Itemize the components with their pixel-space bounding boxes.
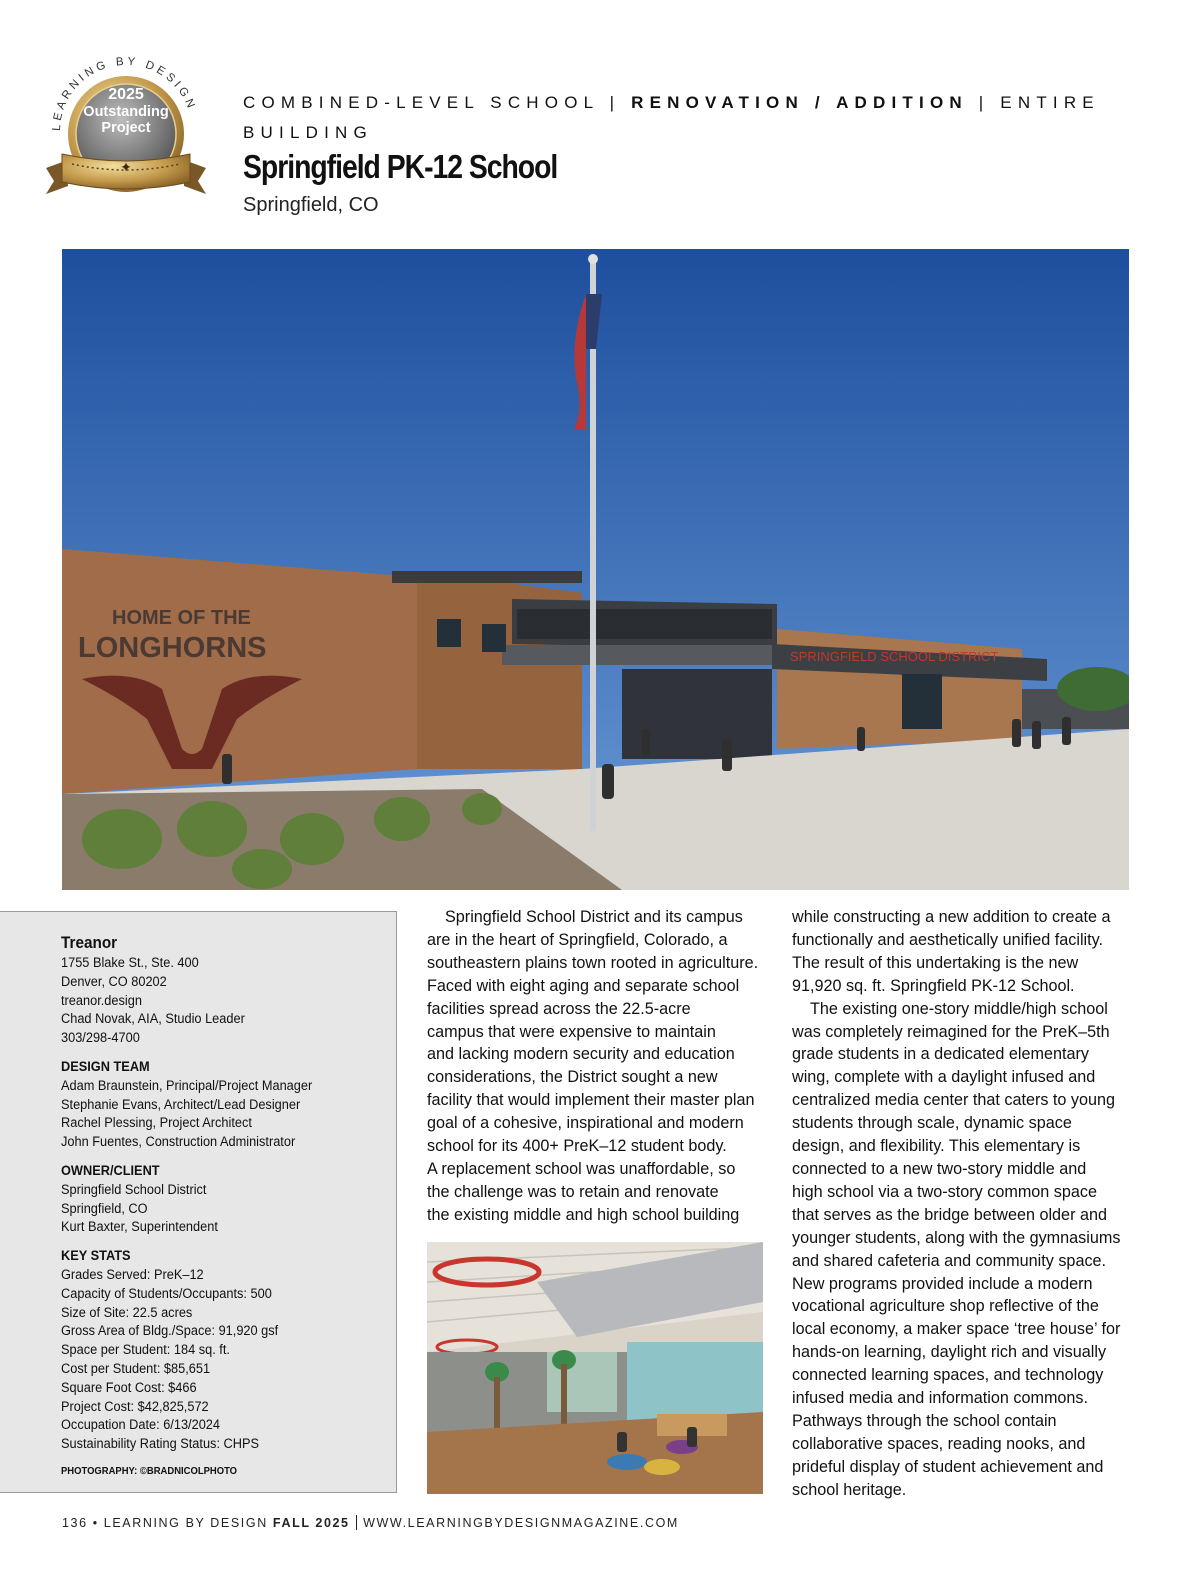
body-line: functionally and aesthetically unified facility.	[792, 930, 1104, 949]
body-line: and shared cafeteria and community space.	[792, 1251, 1107, 1270]
body-line: 91,920 sq. ft. Springfield PK-12 School.	[792, 976, 1075, 995]
body-line: school for its 400+ PreK–12 student body.	[427, 1137, 727, 1156]
design-team-heading: DESIGN TEAM	[61, 1058, 150, 1075]
body-line: grade students in a dedicated elementary	[792, 1045, 1089, 1064]
body-line: connected to a new two-story middle and	[792, 1159, 1087, 1178]
wall-sign-line1: HOME OF THE	[112, 607, 251, 629]
award-badge	[40, 36, 212, 202]
body-line: infused media and information commons.	[792, 1389, 1089, 1408]
body-line: considerations, the District sought a new	[427, 1068, 718, 1087]
body-line: connected learning spaces, and technology	[792, 1366, 1104, 1385]
stat-line: Space per Student: 184 sq. ft.	[61, 1342, 230, 1359]
page-title: Springfield PK-12 School	[243, 148, 558, 185]
body-line: The result of this undertaking is the new	[792, 953, 1079, 972]
magazine-url[interactable]: WWW.LEARNINGBYDESIGNMAGAZINE.COM	[363, 1516, 679, 1530]
hero-photo	[62, 249, 1129, 890]
body-line: design, and flexibility. This elementary is	[792, 1137, 1081, 1156]
firm-line: treanor.design	[61, 992, 142, 1009]
stats-heading: KEY STATS	[61, 1248, 131, 1265]
body-line: southeastern plains town rooted in agriculture.	[427, 953, 759, 972]
badge-arc-text: LEARNING BY DESIGN	[50, 55, 198, 132]
stat-line: Project Cost: $42,825,572	[61, 1398, 209, 1415]
page-footer	[62, 1515, 679, 1530]
stat-line: Occupation Date: 6/13/2024	[61, 1417, 221, 1434]
body-line: campus that were expensive to maintain	[427, 1022, 716, 1041]
body-line: centralized media center that caters to young	[792, 1091, 1116, 1110]
wall-sign-line2: LONGHORNS	[78, 632, 267, 664]
design-team-member: John Fuentes, Construction Administrator	[61, 1134, 296, 1151]
firm-line: Chad Novak, AIA, Studio Leader	[61, 1011, 245, 1028]
design-team-member: Stephanie Evans, Architect/Lead Designer	[61, 1096, 301, 1113]
body-line: hands-on learning, daylight rich and visually	[792, 1343, 1107, 1362]
magazine-name: LEARNING BY DESIGN	[103, 1516, 268, 1530]
location-subtitle: Springfield, CO	[243, 194, 379, 216]
body-line: the existing middle and high school building	[427, 1205, 740, 1224]
project-info-sidebar	[0, 911, 397, 1493]
footer-divider	[356, 1515, 358, 1530]
body-line: Springfield School District and its campus	[445, 908, 743, 926]
body-column-1	[427, 906, 772, 1227]
issue-label: FALL 2025	[272, 1516, 350, 1530]
body-line: school heritage.	[792, 1480, 907, 1499]
firm-name: Treanor	[61, 933, 118, 952]
owner-line: Springfield School District	[61, 1181, 207, 1198]
body-line: local economy, a maker space ‘tree house’ for	[792, 1320, 1121, 1339]
canopy-sign: SPRINGFIELD SCHOOL DISTRICT	[790, 649, 999, 664]
design-team-member: Rachel Plessing, Project Architect	[61, 1115, 252, 1132]
badge-year: 2025	[108, 86, 144, 103]
design-team-member: Adam Braunstein, Principal/Project Manager	[61, 1077, 313, 1094]
firm-line: Denver, CO 80202	[61, 973, 167, 990]
body-line: students through scale, dynamic space	[792, 1114, 1072, 1133]
stat-line: Capacity of Students/Occupants: 500	[61, 1285, 272, 1302]
footer-bullet: •	[92, 1516, 99, 1530]
owner-line: Kurt Baxter, Superintendent	[61, 1219, 218, 1236]
body-line: high school via a two-story common space	[792, 1182, 1098, 1201]
page-number: 136	[62, 1516, 88, 1530]
stat-line: Sustainability Rating Status: CHPS	[61, 1436, 260, 1453]
body-line: Faced with eight aging and separate school	[427, 976, 740, 995]
body-line: prideful display of student achievement and	[792, 1457, 1104, 1476]
owner-line: Springfield, CO	[61, 1200, 148, 1217]
stat-line: Grades Served: PreK–12	[61, 1266, 204, 1283]
body-line: that serves as the bridge between older and	[792, 1205, 1107, 1224]
body-line: younger students, along with the gymnasiums	[792, 1228, 1121, 1247]
body-line: are in the heart of Springfield, Colorado, a	[427, 930, 728, 949]
body-line: was completely reimagined for the PreK–5th	[792, 1022, 1110, 1041]
body-line: A replacement school was unaffordable, so	[427, 1159, 736, 1178]
body-line: Pathways through the school contain	[792, 1411, 1057, 1430]
body-line: New programs provided include a modern	[792, 1274, 1093, 1293]
body-line: the challenge was to retain and renovate	[427, 1182, 719, 1201]
category-label: COMBINED-LEVEL SCHOOL | RENOVATION / ADDITION | ENTIRE BUILDING	[243, 93, 1100, 142]
body-line: facility that would implement their master plan	[427, 1091, 755, 1110]
body-line: The existing one-story middle/high school	[810, 999, 1108, 1018]
stat-line: Cost per Student: $85,651	[61, 1360, 211, 1377]
badge-line1: Outstanding	[83, 104, 169, 120]
body-line: collaborative spaces, reading nooks, and	[792, 1434, 1086, 1453]
stat-line: Size of Site: 22.5 acres	[61, 1304, 193, 1321]
body-line: facilities spread across the 22.5-acre	[427, 999, 691, 1018]
badge-star-icon: ✦	[120, 160, 132, 176]
stat-line: Square Foot Cost: $466	[61, 1379, 197, 1396]
body-line: and lacking modern security and education	[427, 1045, 735, 1064]
body-column-2	[792, 906, 1137, 1502]
body-line: wing, complete with a daylight infused and	[792, 1068, 1096, 1087]
body-line: vocational agriculture shop reflective of the	[792, 1297, 1099, 1316]
photo-credit: PHOTOGRAPHY: ©BRADNICOLPHOTO	[61, 1464, 238, 1477]
badge-line2: Project	[101, 120, 151, 136]
owner-heading: OWNER/CLIENT	[61, 1162, 160, 1179]
interior-photo	[427, 1242, 763, 1494]
firm-line: 303/298-4700	[61, 1030, 140, 1047]
body-line: while constructing a new addition to create a	[792, 908, 1111, 926]
firm-line: 1755 Blake St., Ste. 400	[61, 955, 199, 971]
body-line: goal of a cohesive, inspirational and modern	[427, 1114, 744, 1133]
stat-line: Gross Area of Bldg./Space: 91,920 gsf	[61, 1323, 279, 1340]
